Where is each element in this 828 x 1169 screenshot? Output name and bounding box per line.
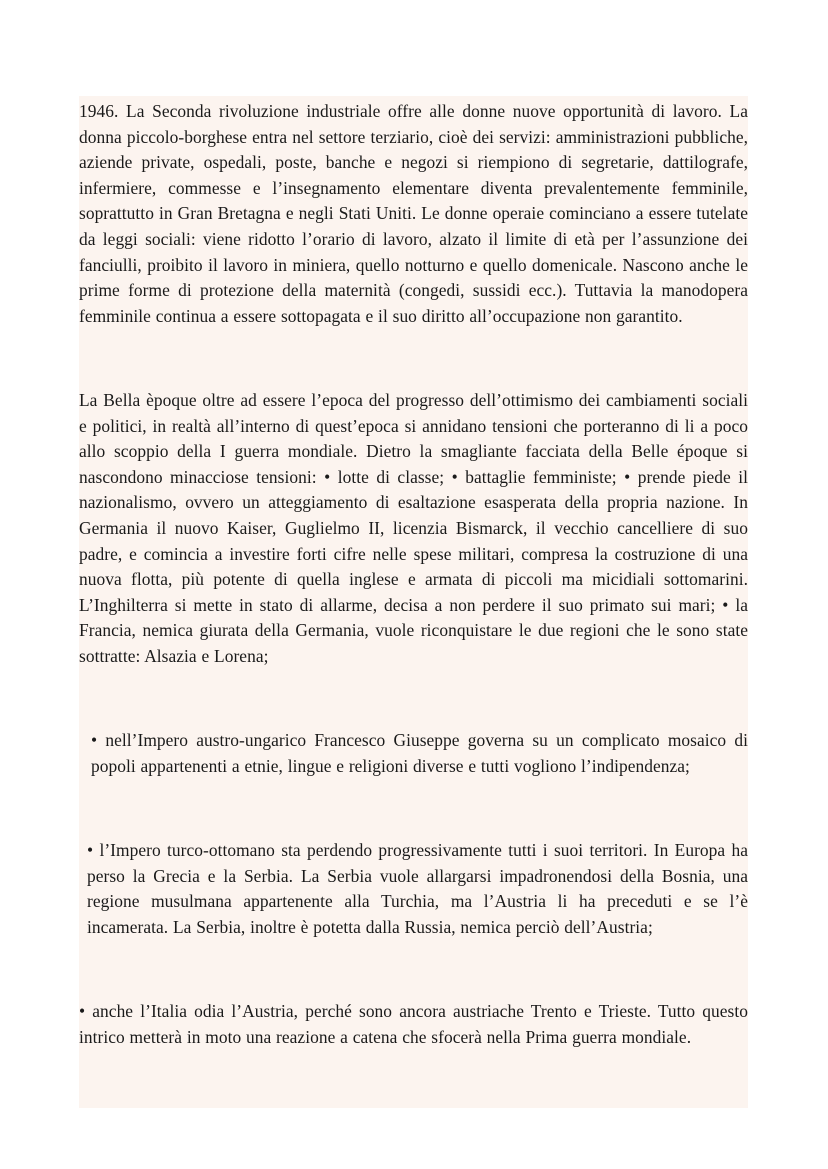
paragraph-5: • anche l’Italia odia l’Austria, perché sono ancora austriache Trento e Trieste. Tutto questo intrico metterà in moto una reazione a catena che sfocerà nella Prima guerra mondiale.: [79, 1001, 748, 1047]
paragraph-1-block: [79, 99, 748, 329]
paragraph-5-block: [79, 999, 748, 1050]
paragraph-3: • nell’Impero austro-ungarico Francesco Giuseppe governa su un complicato mosaico di popoli appartenenti a etnie, lingue e religioni diverse e tutti vogliono l’indipendenza;: [91, 730, 748, 776]
paragraph-2-block: [79, 388, 748, 670]
paragraph-1: 1946. La Seconda rivoluzione industriale offre alle donne nuove opportunità di lavoro. La donna piccolo-borghese entra nel settore terziario, cioè dei servizi: amministrazioni pubbliche, aziende private, ospedali, poste, banche e negozi si riempiono di segretarie, dattilografe, infermiere, commesse e l’insegnamento elementare diventa prevalentemente femminile, soprattutto in Gran Bretagna e negli Stati Uniti. Le donne operaie cominciano a essere tutelate da leggi sociali: viene ridotto l’orario di lavoro, alzato il limite di età per l’assunzione dei fanciulli, proibito il lavoro in miniera, quello notturno e quello domenicale. Nascono anche le prime forme di protezione della maternità (congedi, sussidi ecc.). Tuttavia la manodopera femminile continua a essere sottopagata e il suo diritto all’occupazione non garantito.: [79, 101, 748, 326]
paragraph-3-block: [79, 728, 748, 779]
paragraph-4-block: [79, 838, 748, 940]
paragraph-2: La Bella èpoque oltre ad essere l’epoca del progresso dell’ottimismo dei cambiamenti sociali e politici, in realtà all’interno di quest’epoca si annidano tensioni che porteranno di li a poco allo scoppio della I guerra mondiale. Dietro la smagliante facciata della Belle époque si nascondono minacciose tensioni: • lotte di classe; • battaglie femministe; • prende piede il nazionalismo, ovvero un atteggiamento di esaltazione esasperata della propria nazione. In Germania il nuovo Kaiser, Guglielmo II, licenzia Bismarck, il vecchio cancelliere di suo padre, e comincia a investire forti cifre nelle spese militari, compresa la costruzione di una nuova flotta, più potente di quella inglese e armata di piccoli ma micidiali sottomarini. L’Inghilterra si mette in stato di allarme, decisa a non perdere il suo primato sui mari; • la Francia, nemica giurata della Germania, vuole riconquistare le due regioni che le sono state sottratte: Alsazia e Lorena;: [79, 390, 748, 666]
paragraph-4: • l’Impero turco-ottomano sta perdendo progressivamente tutti i suoi territori. In Europa ha perso la Grecia e la Serbia. La Serbia vuole allargarsi impadronendosi della Bosnia, una regione musulmana appartenente alla Turchia, ma l’Austria li ha preceduti e se l’è incamerata. La Serbia, inoltre è potetta dalla Russia, nemica perciò dell’Austria;: [87, 840, 748, 937]
